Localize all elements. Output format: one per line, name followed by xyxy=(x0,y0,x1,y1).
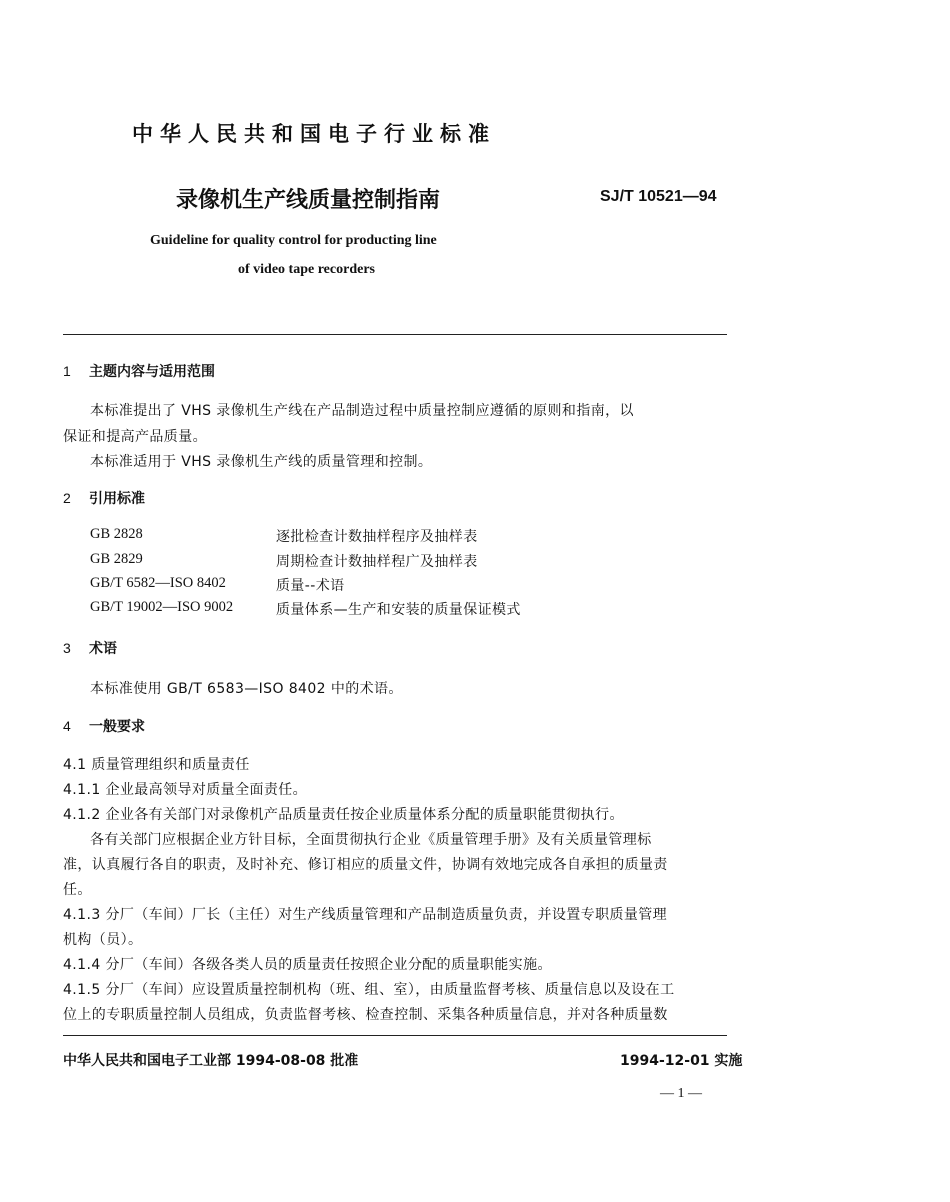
reference-code: GB/T 19002—ISO 9002 xyxy=(90,599,234,615)
clause-4-1-2: 4.1.2 企业各有关部门对录像机产品质量责任按企业质量体系分配的质量职能贯彻执行。 xyxy=(63,807,624,823)
reference-title: 逐批检查计数抽样程序及抽样表 xyxy=(276,529,478,545)
english-title-line-2: of video tape recorders xyxy=(238,262,375,277)
clause-4-1-2-para-line-1: 各有关部门应根据企业方针目标，全面贯彻执行企业《质量管理手册》及有关质量管理标 xyxy=(90,832,652,848)
clause-4-1-5-line-1: 4.1.5 分厂（车间）应设置质量控制机构（班、组、室），由质量监督考核、质量信息以及设在工 xyxy=(63,982,675,998)
clause-4-1-2-para-line-3: 任。 xyxy=(63,882,92,898)
effective-date: 1994-12-01 实施 xyxy=(620,1053,743,1069)
section-4-heading xyxy=(63,716,145,736)
org-title: 中华人民共和国电子行业标准 xyxy=(132,122,496,146)
section-3-number: 3 xyxy=(63,640,71,656)
reference-code: GB 2828 xyxy=(90,526,143,542)
section-4-number: 4 xyxy=(63,718,71,734)
clause-4-1-3-line-1: 4.1.3 分厂（车间）厂长（主任）对生产线质量管理和产品制造质量负责，并设置专职质量管理 xyxy=(63,907,668,923)
clause-4-1-3-line-2: 机构（员）。 xyxy=(63,932,143,948)
reference-code: GB/T 6582—ISO 8402 xyxy=(90,575,226,591)
clause-4-1: 4.1 质量管理组织和质量责任 xyxy=(63,757,250,773)
section-3-title: 术语 xyxy=(89,641,117,657)
footer-divider xyxy=(63,1035,727,1036)
clause-4-1-2-para-line-2: 准，认真履行各自的职责，及时补充、修订相应的质量文件，协调有效地完成各自承担的质量责 xyxy=(63,857,668,873)
section-4-title: 一般要求 xyxy=(89,719,145,735)
approval-line: 中华人民共和国电子工业部 1994-08-08 批准 xyxy=(63,1053,359,1069)
section-1-para-1-line-1: 本标准提出了 VHS 录像机生产线在产品制造过程中质量控制应遵循的原则和指南，以 xyxy=(90,403,634,419)
section-1-heading xyxy=(63,361,215,381)
section-2-heading xyxy=(63,488,145,508)
section-2-title: 引用标准 xyxy=(89,491,145,507)
doc-title: 录像机生产线质量控制指南 xyxy=(176,188,441,213)
clause-4-1-5-line-2: 位上的专职质量控制人员组成，负责监督考核、检查控制、采集各种质量信息，并对各种质量数 xyxy=(63,1007,668,1023)
section-1-title: 主题内容与适用范围 xyxy=(89,364,215,380)
reference-title: 质量--术语 xyxy=(276,578,345,594)
reference-title: 质量体系—生产和安装的质量保证模式 xyxy=(276,602,521,618)
section-1-para-1-line-2: 保证和提高产品质量。 xyxy=(63,429,207,445)
header-divider xyxy=(63,334,727,335)
page-number: — 1 — xyxy=(660,1086,702,1101)
section-3-heading xyxy=(63,638,117,658)
reference-code: GB 2829 xyxy=(90,551,143,567)
clause-4-1-1: 4.1.1 企业最高领导对质量全面责任。 xyxy=(63,782,308,798)
clause-4-1-4: 4.1.4 分厂（车间）各级各类人员的质量责任按照企业分配的质量职能实施。 xyxy=(63,957,552,973)
section-3-para-1: 本标准使用 GB/T 6583—ISO 8402 中的术语。 xyxy=(90,681,403,697)
section-1-para-2: 本标准适用于 VHS 录像机生产线的质量管理和控制。 xyxy=(90,454,433,470)
section-2-number: 2 xyxy=(63,490,71,506)
standard-code: SJ/T 10521—94 xyxy=(600,188,717,205)
reference-title: 周期检查计数抽样程广及抽样表 xyxy=(276,554,478,570)
section-1-number: 1 xyxy=(63,363,71,379)
english-title-line-1: Guideline for quality control for producting line xyxy=(150,233,437,248)
